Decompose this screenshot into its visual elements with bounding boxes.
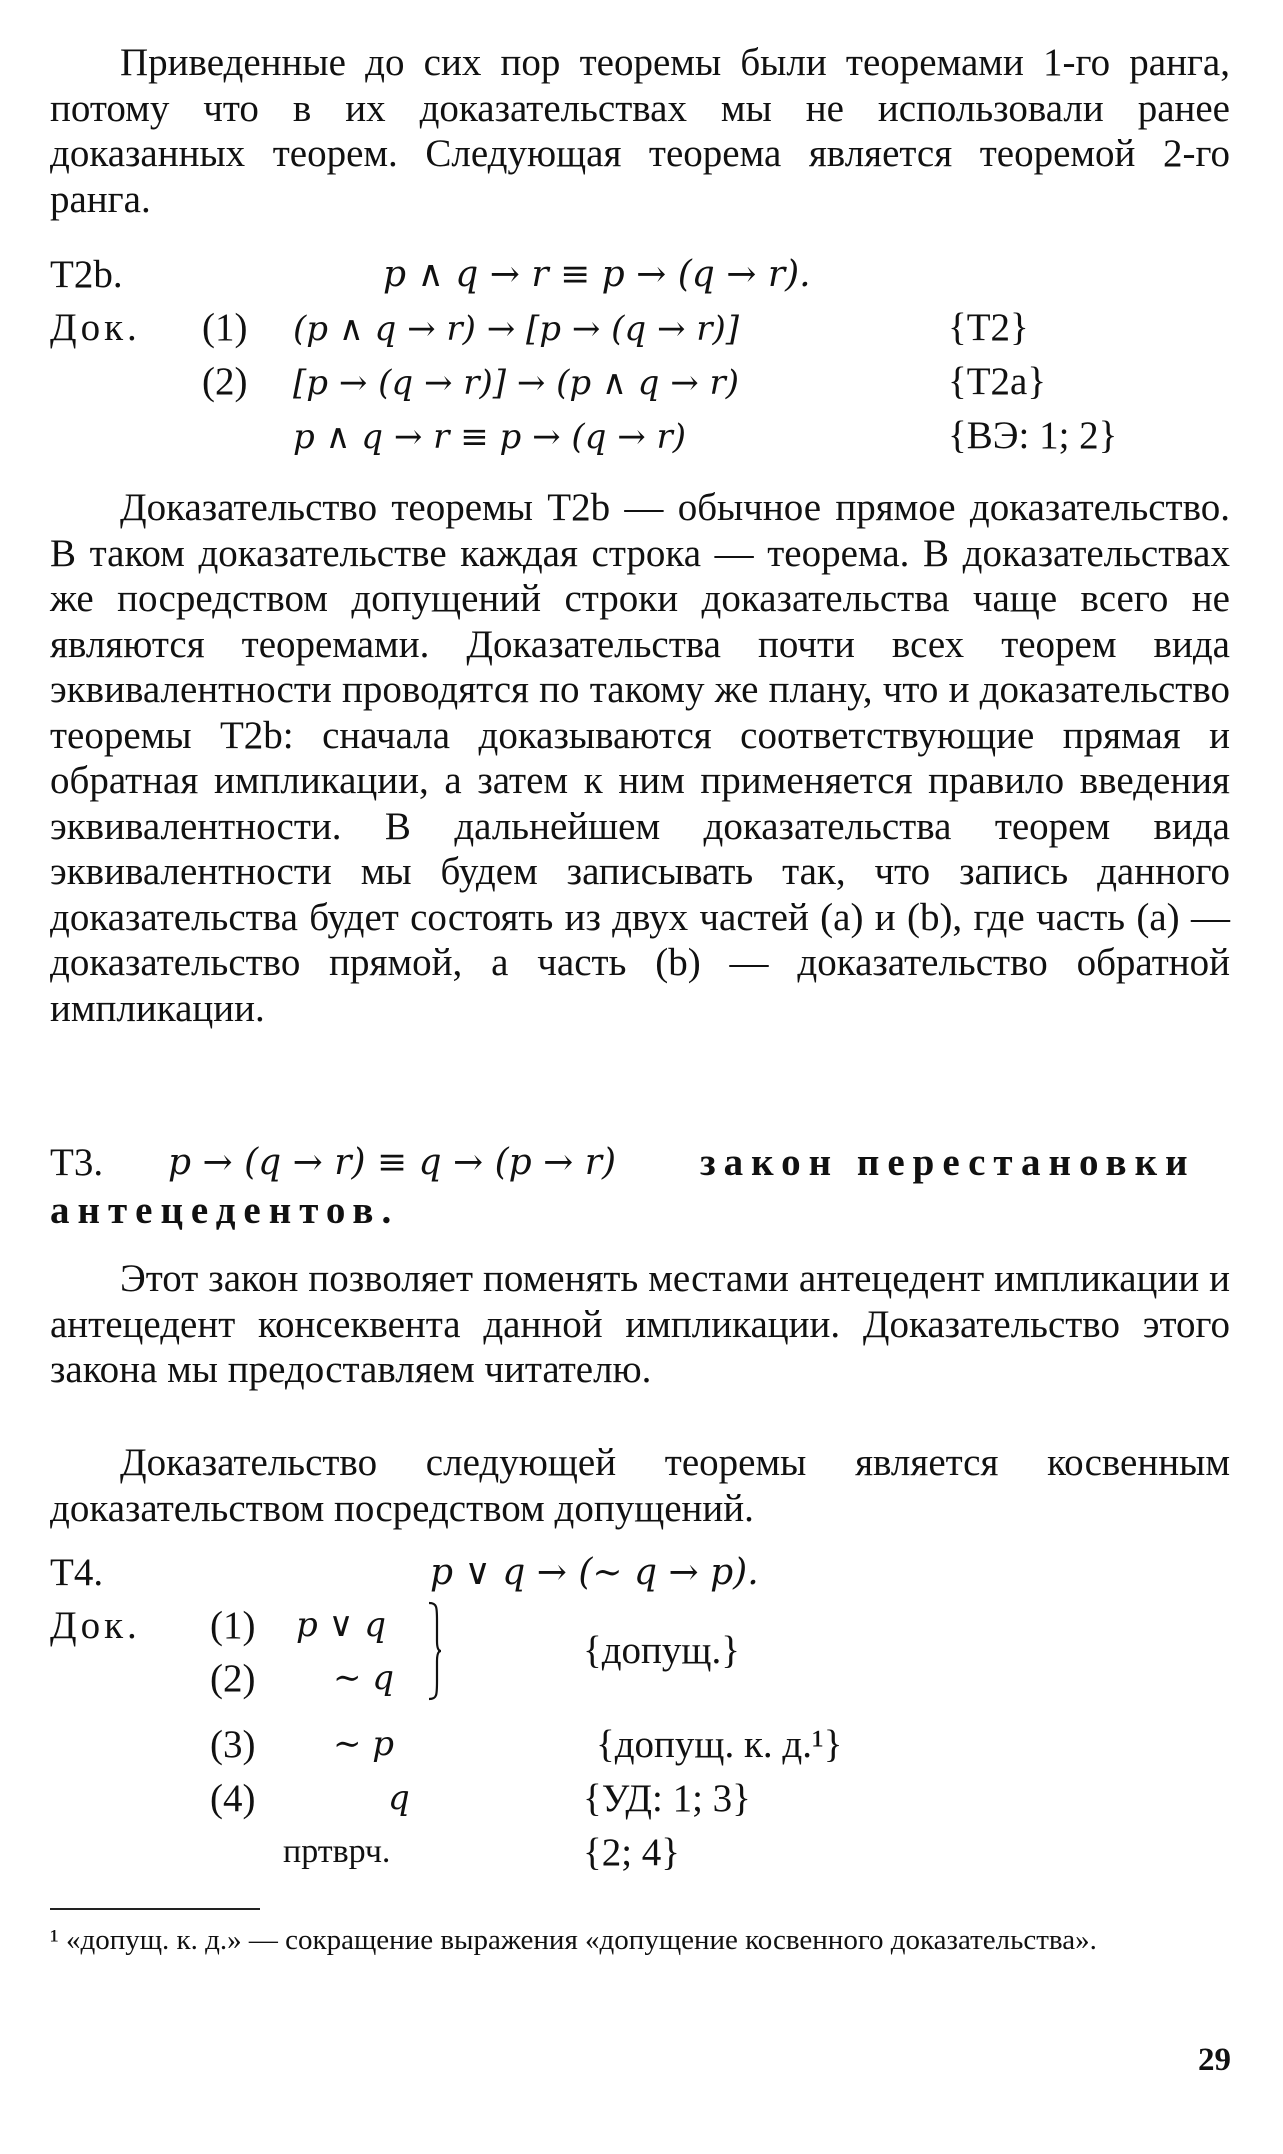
theorem-t3-name-continued: антецедентов. bbox=[50, 1189, 400, 1232]
page-number: 29 bbox=[1198, 2042, 1231, 2078]
proof-contradiction-justification: {2; 4} bbox=[583, 1831, 681, 1874]
paragraph-t3-discussion: Этот закон позволяет поменять местами антецедент импликации и антецедент консеквента данной импликации. Доказательство этого закона мы предоставляем читателю. bbox=[50, 1257, 1230, 1391]
proof-line-justification: {УД: 1; 3} bbox=[583, 1777, 751, 1820]
theorem-t3-name: закон перестановки bbox=[700, 1141, 1196, 1184]
theorem-t2b-statement: p ∧ q → r ≡ p → (q → r). bbox=[383, 254, 811, 295]
theorem-t4-label: T4. bbox=[50, 1551, 104, 1594]
paragraph-intro: Приведенные до сих пор теоремы были теоремами 1-го ранга, потому что в их доказательствах мы не использовали ранее доказанных теорем. Следующая теорема является теоремой 2-го ранга. bbox=[50, 41, 1230, 221]
proof-line-formula: p ∨ q bbox=[296, 1605, 387, 1645]
theorem-t4-statement: p ∨ q → (∼ q → p). bbox=[430, 1552, 759, 1593]
right-brace-icon bbox=[428, 1601, 442, 1701]
proof-label-t2b: Док. bbox=[50, 306, 141, 349]
footnote: ¹ «допущ. к. д.» — сокращение выражения «допущение косвенного доказательства». bbox=[50, 1924, 1097, 1956]
proof-conclusion-justification: {ВЭ: 1; 2} bbox=[948, 414, 1118, 457]
proof-line-formula: q bbox=[388, 1778, 410, 1818]
proof-line-formula: ∼ p bbox=[333, 1724, 395, 1764]
footnote-divider bbox=[50, 1908, 260, 1910]
proof-line-number: (1) bbox=[202, 306, 248, 349]
proof-line-number: (1) bbox=[210, 1604, 256, 1647]
paragraph-t4-intro: Доказательство следующей теоремы является косвенным доказательством посредством допущений. bbox=[50, 1441, 1230, 1530]
theorem-t3-statement: p → (q → r) ≡ q → (p → r) bbox=[168, 1142, 617, 1183]
proof-line-formula: (p ∧ q → r) → [p → (q → r)] bbox=[293, 309, 740, 349]
proof-conclusion-formula: p ∧ q → r ≡ p → (q → r) bbox=[293, 417, 687, 457]
proof-line-number: (2) bbox=[210, 1657, 256, 1700]
proof-line-number: (4) bbox=[210, 1777, 256, 1820]
proof-line-justification: {T2a} bbox=[948, 360, 1047, 403]
proof-line-justification: {T2} bbox=[948, 306, 1029, 349]
proof-group-justification: {допущ.} bbox=[583, 1629, 740, 1672]
proof-contradiction: пртврч. bbox=[283, 1833, 391, 1870]
theorem-t2b-label: T2b. bbox=[50, 253, 123, 296]
proof-line-formula: ∼ q bbox=[333, 1658, 395, 1698]
proof-line-number: (3) bbox=[210, 1723, 256, 1766]
proof-line-justification: {допущ. к. д.¹} bbox=[596, 1723, 843, 1766]
proof-label-t4: Док. bbox=[50, 1604, 141, 1647]
proof-line-number: (2) bbox=[202, 360, 248, 403]
paragraph-t2b-discussion: Доказательство теоремы T2b — обычное прямое доказательство. В таком доказательстве каждая строка — теорема. В доказательствах же посредством допущений строки доказательства чаще всего не являются теоремами. Доказательства почти всех теорем вида эквивалентности проводятся по такому же плану, что и доказательство теоремы T2b: сначала доказываются соответствующие прямая и обратная импликации, а затем к ним применяется правило введения эквивалентности. В дальнейшем доказательства теорем вида эквивалентности мы будем записывать так, что запись данного доказательства будет состоять из двух частей (a) и (b), где часть (a) — доказательство прямой, а часть (b) — доказательство обратной импликации. bbox=[50, 486, 1230, 1030]
theorem-t3-label: T3. bbox=[50, 1141, 104, 1184]
proof-line-formula: [p → (q → r)] → (p ∧ q → r) bbox=[293, 363, 740, 403]
